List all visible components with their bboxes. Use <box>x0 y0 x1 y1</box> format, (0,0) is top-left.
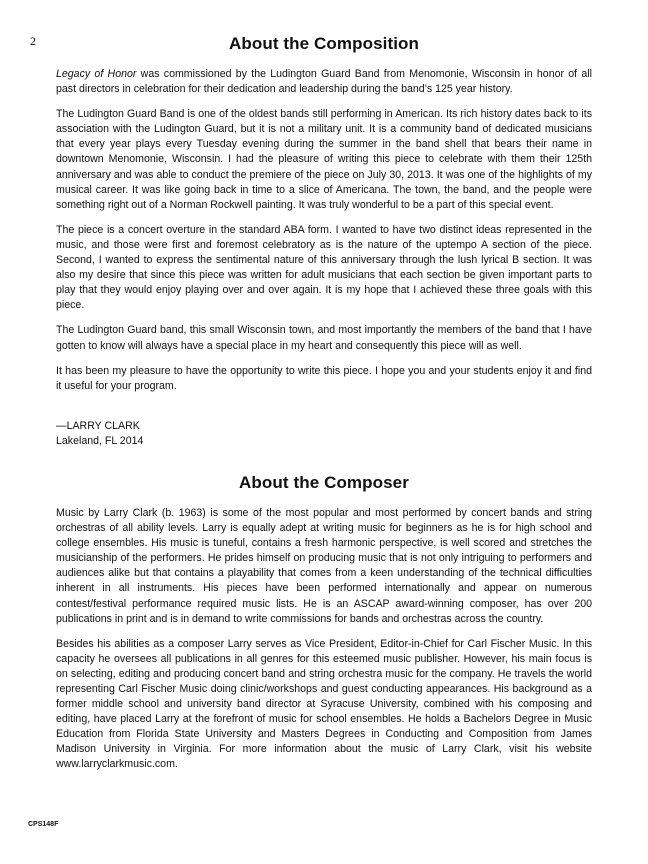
composition-intro-text: was commissioned by the Ludington Guard Band from Menomonie, Wisconsin in honor of all past directors in celebration for their dedication and leadership during the band’s 125 year history. <box>56 68 592 96</box>
page-content <box>56 34 592 773</box>
composer-paragraph-2: Besides his abilities as a composer Larry serves as Vice President, Editor-in-Chief for Carl Fischer Music. In this capacity he oversees all publications in all genres for this esteemed music publisher. However, his main focus is on selecting, editing and producing concert band and string orchestra music for the company. He travels the world representing Carl Fischer Music doing clinic/workshops and guest conducting appearances. His background as a former middle school and university band director at Syracuse University, combined with his composing and editing, have placed Larry at the forefront of music for school ensembles. He holds a Bachelors Degree in Music Education from Florida State University and Masters Degrees in Conducting and Composition from James Madison University in Virginia. For more information about the music of Larry Clark, visit his website www.larryclarkmusic.com. <box>56 637 592 771</box>
composition-paragraph-3: The piece is a concert overture in the standard ABA form. I wanted to have two distinct ideas represented in the music, and those were first and foremost celebratory as is the nature of the uptempo A section of the piece. Second, I wanted to express the sentimental nature of this anniversary through the lush lyrical B section. It was also my desire that since this piece was written for adult musicians that each section be given important parts to play that they would enjoy playing over and over again. It is my hope that I achieved these three goals with this piece. <box>56 223 592 312</box>
composition-intro <box>56 67 592 97</box>
composition-heading: About the Composition <box>228 34 419 53</box>
composition-paragraph-5: It has been my pleasure to have the opportunity to write this piece. I hope you and your students enjoy it and find it useful for your program. <box>56 364 592 392</box>
composer-paragraph-1: Music by Larry Clark (b. 1963) is some of the most popular and most performed by concert bands and string orchestras of all ability levels. Larry is equally adept at writing music for beginners as he is for high school and college ensembles. His music is tuneful, contains a fresh harmonic perspective, is well scored and stretches the musicianship of the performers. He prides himself on producing music that is not only intriguing to performers and audiences alike but that contains a playability that comes from a keen understanding of the technical difficulties inherent in all instruments. His pieces have been performed internationally and appear on numerous contest/festival performance required music lists. He is an ASCAP award-winning composer, has over 200 publications in print and is in demand to write commissions for bands and orchestras across the country. <box>56 506 592 625</box>
piece-title: Legacy of Honor <box>56 68 137 80</box>
composer-heading: About the Composer <box>239 472 409 492</box>
composition-paragraph-2: The Ludington Guard Band is one of the oldest bands still performing in American. Its rich history dates back to its association with the Ludington Guard, but it is not a military unit. It is a community band of dedicated musicians that every year plays every Tuesday evening during the summer in the band shell that bears their name in downtown Menomonie, Wisconsin. I had the pleasure of writing this piece to celebrate with them their 125th anniversary and was able to conduct the premiere of the piece on July 30, 2013. It was one of the highlights of my musical career. It was like going back in time to a slice of Americana. The town, the band, and the people were something right out of a Norman Rockwell painting. It was truly wonderful to be a part of this special event. <box>56 108 592 211</box>
signature-name: —LARRY CLARK <box>56 419 140 432</box>
composition-paragraph-4: The Ludington Guard band, this small Wisconsin town, and most importantly the members of the band that I have gotten to know will always have a special place in my heart and consequently this piece will as well. <box>56 324 592 352</box>
page-number: 2 <box>30 34 36 48</box>
catalog-code: CPS148F <box>28 821 59 828</box>
signature-place: Lakeland, FL 2014 <box>56 434 144 447</box>
